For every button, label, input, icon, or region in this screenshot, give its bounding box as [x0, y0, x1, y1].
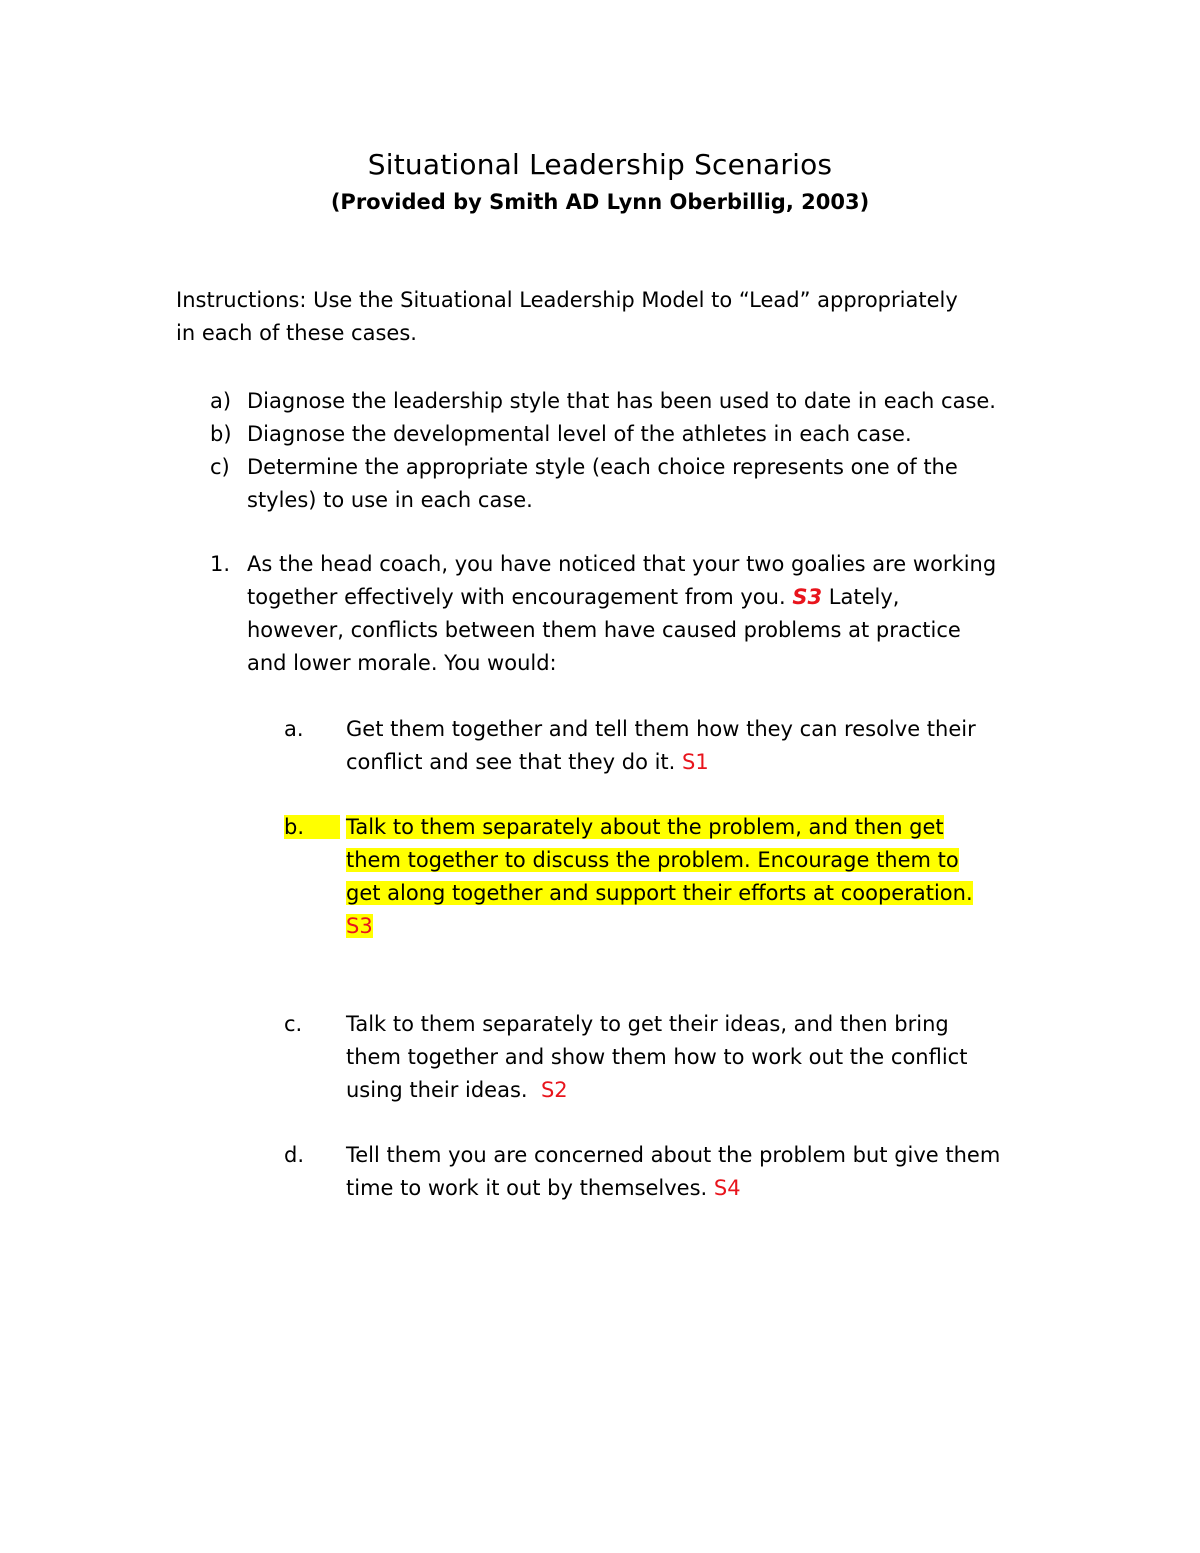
question-text [247, 548, 996, 680]
option-letter: c. [284, 1012, 303, 1036]
option-line [346, 844, 973, 877]
option-letter: a. [284, 717, 304, 741]
instructions-line: in each of these cases. [176, 321, 417, 345]
option-line-text: them together to discuss the problem. Encourage them to [346, 848, 959, 872]
option-line-text: time to work it out by themselves. [346, 1176, 708, 1200]
question-line: As the head coach, you have noticed that your two goalies are working [247, 552, 997, 576]
option-line [346, 746, 976, 779]
step-text [247, 451, 958, 517]
option-line: them together and show them how to work out the conflict [346, 1045, 968, 1069]
instructions-line: Instructions: Use the Situational Leadership Model to “Lead” appropriately [176, 288, 958, 312]
step-line: Diagnose the developmental level of the athletes in each case. [247, 422, 912, 446]
question-line: and lower morale. You would: [247, 651, 557, 675]
option-letter: d. [284, 1143, 305, 1167]
option-line: Talk to them separately to get their ideas, and then bring [346, 1012, 949, 1036]
step-text [247, 418, 912, 451]
instructions [176, 284, 958, 350]
option-line [346, 1074, 967, 1107]
page-title: Situational Leadership Scenarios [367, 148, 833, 181]
question-line-post: Lately, [828, 585, 900, 609]
question-line: however, conflicts between them have caused problems at practice [247, 618, 961, 642]
option-line: Get them together and tell them how they can resolve their [346, 717, 976, 741]
option-line-text: using their ideas. [346, 1078, 528, 1102]
style-tag: S3 [346, 914, 373, 938]
question-line-pre: together effectively with encouragement from you. [247, 585, 786, 609]
step-line: styles) to use in each case. [247, 488, 533, 512]
option-line-text: conflict and see that they do it. [346, 750, 676, 774]
step-line: Diagnose the leadership style that has been used to date in each case. [247, 389, 996, 413]
option-line [346, 811, 973, 844]
option-line: Tell them you are concerned about the problem but give them [346, 1143, 1001, 1167]
step-marker: b) [210, 422, 232, 446]
style-tag: S1 [682, 750, 709, 774]
style-tag: S2 [540, 1078, 568, 1102]
step-text [247, 385, 996, 418]
option-line-text: get along together and support their efforts at cooperation. [346, 881, 973, 905]
option-line-text: Talk to them separately about the problem, and then get [346, 815, 944, 839]
question-number: 1. [210, 552, 231, 576]
step-marker: a) [210, 389, 232, 413]
option-c [346, 1008, 967, 1107]
style-tag: S4 [713, 1176, 741, 1200]
page-subtitle: (Provided by Smith AD Lynn Oberbillig, 2003) [330, 190, 870, 214]
step-marker: c) [210, 455, 230, 479]
option-line [346, 877, 973, 910]
style-tag: S3 [792, 585, 823, 609]
option-a [346, 713, 976, 779]
option-letter-text: b. [284, 815, 340, 839]
option-letter [284, 811, 340, 844]
question-line [247, 581, 996, 614]
option-b [346, 811, 973, 943]
option-d [346, 1139, 1000, 1205]
step-line: Determine the appropriate style (each choice represents one of the [247, 455, 958, 479]
option-line [346, 1172, 1000, 1205]
option-line [346, 910, 973, 943]
